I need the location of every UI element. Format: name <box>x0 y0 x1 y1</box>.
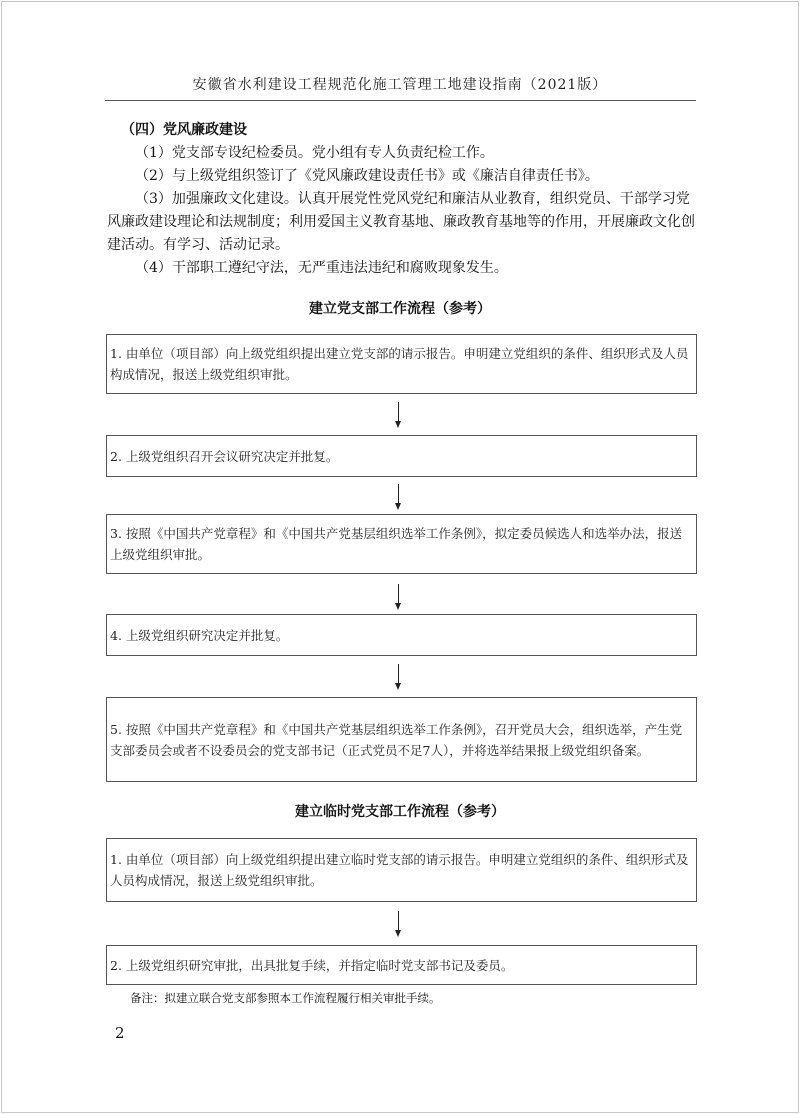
header-rule <box>105 100 696 101</box>
footnote: 备注：拟建立联合党支部参照本工作流程履行相关审批手续。 <box>130 991 441 1005</box>
flow1-step-3: 3. 按照《中国共产党章程》和《中国共产党基层组织选举工作条例》，拟定委员候选人和选举办法，报送上级党组织审批。 <box>106 514 697 574</box>
flow1-step-5: 5. 按照《中国共产党章程》和《中国共产党基层组织选举工作条例》，召开党员大会，组织选举，产生党支部委员会或者不设委员会的党支部书记（正式党员不足7人），并将选举结果报上级党组织备案。 <box>106 697 697 782</box>
section-body <box>107 119 697 280</box>
arrow-down-icon <box>398 664 400 690</box>
flow2-step-2: 2. 上级党组织研究审批，出具批复手续，并指定临时党支部书记及委员。 <box>106 945 697 985</box>
running-header: 安徽省水利建设工程规范化施工管理工地建设指南（2021版） <box>192 77 608 93</box>
arrow-down-icon <box>398 484 400 510</box>
flow1-step-4: 4. 上级党组织研究决定并批复。 <box>106 614 697 656</box>
flow2-title: 建立临时党支部工作流程（参考） <box>295 804 505 820</box>
page-number: 2 <box>115 1024 125 1042</box>
arrow-down-icon <box>398 584 400 610</box>
paragraph: （4）干部职工遵纪守法，无严重违法违纪和腐败现象发生。 <box>135 260 508 276</box>
section-heading: （四）党风廉政建设 <box>121 122 247 138</box>
paragraph: （1）党支部专设纪检委员。党小组有专人负责纪检工作。 <box>135 145 494 161</box>
paragraph: （3）加强廉政文化建设。认真开展党性党风党纪和廉洁从业教育，组织党员、干部学习党风廉政建设理论和法规制度；利用爱国主义教育基地、廉政教育基地等的作用，开展廉政文化创建活动。有学习、活动记录。 <box>107 191 695 253</box>
flow1-title: 建立党支部工作流程（参考） <box>309 301 491 317</box>
flow2-step-1: 1. 由单位（项目部）向上级党组织提出建立临时党支部的请示报告。申明建立党组织的条件、组织形式及人员构成情况，报送上级党组织审批。 <box>106 838 697 902</box>
arrow-down-icon <box>398 911 400 937</box>
arrow-down-icon <box>398 402 400 428</box>
paragraph: （2）与上级党组织签订了《党风廉政建设责任书》或《廉洁自律责任书》。 <box>135 168 599 184</box>
flow1-step-2: 2. 上级党组织召开会议研究决定并批复。 <box>106 435 697 477</box>
flow1-step-1: 1. 由单位（项目部）向上级党组织提出建立党支部的请示报告。申明建立党组织的条件、组织形式及人员构成情况，报送上级党组织审批。 <box>106 334 697 394</box>
